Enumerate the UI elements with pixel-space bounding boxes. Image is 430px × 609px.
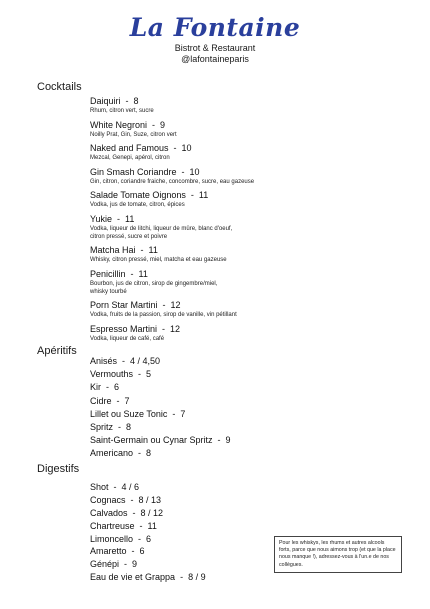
- item-price: 7: [124, 395, 130, 406]
- item-name: Salade Tomate Oignons: [90, 190, 186, 200]
- list-item: [90, 324, 410, 348]
- item-description-cont: citron pressé, sucre et poivre: [90, 233, 168, 240]
- item-price: 6: [139, 546, 145, 557]
- list-item: Génépi - 9: [90, 559, 138, 570]
- item-name: Génépi: [90, 559, 120, 570]
- item-description: Rhum, citron vert, sucre: [90, 108, 154, 114]
- list-item: Vermouths - 5: [90, 369, 152, 380]
- item-price: 6: [114, 382, 120, 393]
- item-line: Salade Tomate Oignons - 11: [90, 190, 209, 200]
- item-price: 8 / 9: [188, 572, 206, 583]
- list-item: [90, 214, 410, 246]
- item-name: Cognacs: [90, 494, 126, 505]
- item-name: Matcha Hai: [90, 245, 136, 255]
- item-description: Gin, citron, coriandre fraiche, concombre, sucre, eau gazeuse: [90, 178, 255, 185]
- item-name: Chartreuse: [90, 520, 135, 531]
- list-item: [90, 143, 410, 167]
- section-title-aperitifs: Apéritifs: [37, 345, 77, 357]
- item-line: Gin Smash Coriandre - 10: [90, 166, 200, 177]
- item-price: 12: [170, 300, 181, 310]
- item-price: 11: [147, 520, 157, 531]
- item-description: Vodka, liqueur de café, café: [90, 335, 165, 342]
- list-item: Limoncello - 6: [90, 533, 152, 544]
- list-item: Lillet ou Suze Tonic - 7: [90, 408, 186, 419]
- item-name: Anisés: [90, 356, 118, 366]
- menu-header: [0, 14, 430, 65]
- item-name: Calvados: [90, 507, 128, 518]
- instagram-handle: @lafontaineparis: [181, 54, 249, 64]
- item-name: Lillet ou Suze Tonic: [90, 408, 168, 419]
- item-description: Vodka, liqueur de litchi, liqueur de mûre, blanc d'oeuf,: [90, 225, 233, 232]
- list-item: Cidre - 7: [90, 395, 130, 406]
- item-name: Amaretto: [90, 546, 127, 557]
- item-price: 9: [132, 559, 138, 570]
- strong-spirits-note: Pour les whiskys, les rhums et autres alcools forts, parce que nous aimons trop (et que la place nous manque !), adressez-vous à l'un.e de nos collègues.: [274, 536, 402, 573]
- item-description: Noilly Prat, Gin, Suze, citron vert: [90, 131, 177, 138]
- list-item: Cognacs - 8 / 13: [90, 494, 162, 505]
- item-description: Bourbon, jus de citron, sirop de gingembre/miel,: [90, 280, 218, 287]
- item-name: Limoncello: [90, 533, 134, 544]
- item-name: Eau de vie et Grappa: [90, 572, 176, 583]
- item-description: Vodka, fruits de la passion, sirop de vanille, vin pétillant: [90, 312, 237, 318]
- item-price: 10: [181, 143, 192, 153]
- list-item: [90, 120, 410, 144]
- item-name: Gin Smash Coriandre: [90, 166, 177, 177]
- item-price: 11: [138, 268, 148, 279]
- item-description-cont: whisky tourbé: [90, 288, 127, 295]
- list-item: [90, 269, 410, 301]
- list-item: Americano - 8: [90, 448, 152, 459]
- list-item: [90, 245, 410, 269]
- list-item: Kir - 6: [90, 382, 120, 393]
- item-price: 11: [148, 245, 158, 255]
- item-name: Daiquiri: [90, 96, 121, 106]
- item-price: 8 / 13: [138, 494, 162, 505]
- item-line: Porn Star Martini - 12: [90, 300, 181, 310]
- item-description: Vodka, jus de tomate, citron, épices: [90, 202, 185, 208]
- list-item: Eau de vie et Grappa - 8 / 9: [90, 572, 206, 583]
- item-price: 9: [225, 435, 231, 446]
- list-item: [90, 300, 410, 324]
- list-item: Amaretto - 6: [90, 546, 145, 557]
- item-price: 8: [133, 96, 139, 106]
- item-price: 12: [170, 323, 181, 334]
- item-price: 8: [146, 448, 152, 459]
- list-item: Chartreuse - 11: [90, 520, 157, 531]
- item-price: 10: [189, 166, 200, 177]
- item-name: Cidre: [90, 395, 112, 406]
- item-name: Spritz: [90, 421, 114, 432]
- section-title-digestifs: Digestifs: [37, 463, 80, 475]
- item-price: 6: [146, 533, 152, 544]
- item-price: 11: [125, 213, 135, 224]
- item-name: White Negroni: [90, 119, 148, 130]
- item-price: 7: [180, 408, 186, 419]
- restaurant-logo: La Fontaine: [129, 13, 301, 42]
- item-price: 4 / 4,50: [130, 356, 161, 366]
- item-name: Americano: [90, 448, 134, 459]
- list-item: Spritz - 8: [90, 421, 132, 432]
- restaurant-subtitle: Bistrot & Restaurant: [174, 43, 256, 53]
- item-line: Penicillin - 11: [90, 268, 148, 279]
- section-title-cocktails: Cocktails: [37, 81, 82, 93]
- item-description: Mezcal, Genepi, apérol, citron: [90, 155, 170, 161]
- item-name: Espresso Martini: [90, 323, 158, 334]
- item-line: Naked and Famous - 10: [90, 143, 192, 153]
- item-line: Espresso Martini - 12: [90, 323, 181, 334]
- item-line: Matcha Hai - 11: [90, 245, 158, 255]
- list-item: Saint-Germain ou Cynar Spritz - 9: [90, 435, 231, 446]
- item-price: 5: [146, 369, 152, 380]
- item-price: 11: [198, 190, 209, 200]
- item-line: White Negroni - 9: [90, 119, 166, 130]
- item-price: 8: [126, 421, 132, 432]
- list-item: [90, 96, 410, 120]
- list-item: [90, 190, 410, 214]
- item-name: Saint-Germain ou Cynar Spritz: [90, 435, 213, 446]
- list-item: Calvados - 8 / 12: [90, 507, 164, 518]
- list-item: Shot - 4 / 6: [90, 482, 140, 492]
- item-price: 8 / 12: [140, 507, 164, 518]
- item-name: Naked and Famous: [90, 143, 169, 153]
- aperitifs-list: [90, 355, 410, 461]
- item-name: Penicillin: [90, 268, 126, 279]
- item-name: Vermouths: [90, 369, 134, 380]
- list-item: Anisés - 4 / 4,50: [90, 356, 161, 366]
- item-price: 9: [160, 119, 166, 130]
- item-line: Daiquiri - 8: [90, 96, 139, 106]
- item-name: Shot: [90, 482, 109, 492]
- cocktails-list: [90, 96, 410, 347]
- item-price: 4 / 6: [121, 482, 140, 492]
- item-name: Kir: [90, 382, 101, 393]
- item-description: Whisky, citron pressé, miel, matcha et eau gazeuse: [90, 257, 227, 263]
- list-item: [90, 167, 410, 191]
- item-line: Yukie - 11: [90, 213, 135, 224]
- item-name: Porn Star Martini: [90, 300, 158, 310]
- item-name: Yukie: [90, 213, 113, 224]
